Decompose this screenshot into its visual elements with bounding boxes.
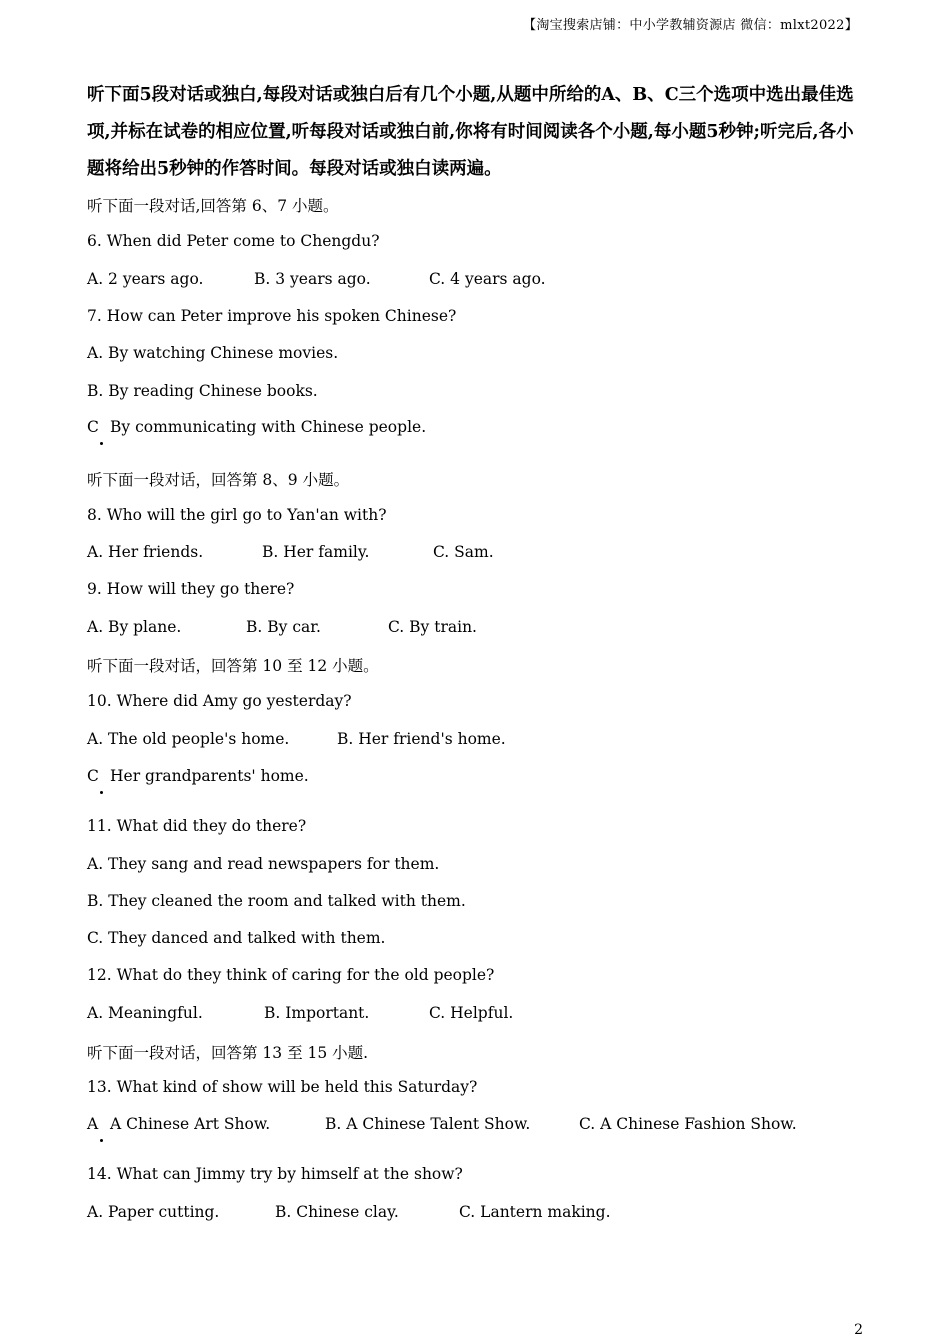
emphasis-dot [100, 442, 103, 445]
option-text: By communicating with Chinese people. [110, 418, 427, 436]
section-heading: 听下面一段对话,回答第 6、7 小题。 [87, 197, 339, 215]
section-heading: 听下面一段对话，回答第 8、9 小题。 [87, 471, 350, 489]
question-13: 13. What kind of show will be held this Saturday? [87, 1078, 478, 1096]
option-letter: A [87, 1115, 99, 1133]
option-a: A. Her friends. [87, 543, 204, 561]
question-10: 10. Where did Amy go yesterday? [87, 692, 352, 710]
question-7: 7. How can Peter improve his spoken Chinese? [87, 307, 457, 325]
option-c: C. Sam. [433, 543, 494, 561]
option-a: A. Paper cutting. [87, 1203, 220, 1221]
option-a: A. By plane. [87, 618, 182, 636]
option-c: C. 4 years ago. [429, 270, 546, 288]
page-header: 【淘宝搜索店铺：中小学教辅资源店 微信：mlxt2022】 [523, 18, 858, 33]
emphasis-dot [100, 1139, 103, 1142]
option-c: C. Lantern making. [459, 1203, 611, 1221]
option-a: A. Meaningful. [87, 1004, 203, 1022]
option-letter: C [87, 418, 99, 436]
option-b: B. They cleaned the room and talked with them. [87, 892, 466, 910]
option-c: C. They danced and talked with them. [87, 929, 386, 947]
question-14: 14. What can Jimmy try by himself at the show? [87, 1165, 463, 1183]
option-b: B. Her family. [262, 543, 370, 561]
question-12: 12. What do they think of caring for the old people? [87, 966, 495, 984]
question-11: 11. What did they do there? [87, 817, 307, 835]
option-c: C. Helpful. [429, 1004, 514, 1022]
option-a: A. The old people's home. [87, 730, 290, 748]
option-b: B. Chinese clay. [275, 1203, 399, 1221]
option-b: B. Her friend's home. [337, 730, 506, 748]
option-a: A Chinese Art Show. [110, 1115, 271, 1133]
option-b: B. By reading Chinese books. [87, 382, 318, 400]
option-c: C. A Chinese Fashion Show. [579, 1115, 797, 1133]
option-b: B. Important. [264, 1004, 370, 1022]
listening-instructions: 听下面5段对话或独白,每段对话或独白后有几个小题,从题中所给的A、B、C三个选项中选出最佳选项,并标在试卷的相应位置,听每段对话或独白前,你将有时间阅读各个小题,每小题5秒钟;听完后,各小题将给出5秒钟的作答时间。每段对话或独白读两遍。 [87, 85, 854, 179]
question-6: 6. When did Peter come to Chengdu? [87, 232, 380, 250]
option-b: B. A Chinese Talent Show. [325, 1115, 531, 1133]
section-heading: 听下面一段对话，回答第 13 至 15 小题. [87, 1044, 369, 1062]
question-8: 8. Who will the girl go to Yan'an with? [87, 506, 387, 524]
option-a: A. 2 years ago. [87, 270, 204, 288]
option-text: Her grandparents' home. [110, 767, 309, 785]
question-9: 9. How will they go there? [87, 580, 295, 598]
emphasis-dot [100, 791, 103, 794]
option-a: A. By watching Chinese movies. [87, 344, 339, 362]
option-c: C. By train. [388, 618, 477, 636]
option-letter: C [87, 767, 99, 785]
option-b: B. By car. [246, 618, 321, 636]
section-heading: 听下面一段对话，回答第 10 至 12 小题。 [87, 657, 379, 675]
page-number: 2 [854, 1322, 863, 1338]
option-b: B. 3 years ago. [254, 270, 371, 288]
option-a: A. They sang and read newspapers for them. [87, 855, 440, 873]
